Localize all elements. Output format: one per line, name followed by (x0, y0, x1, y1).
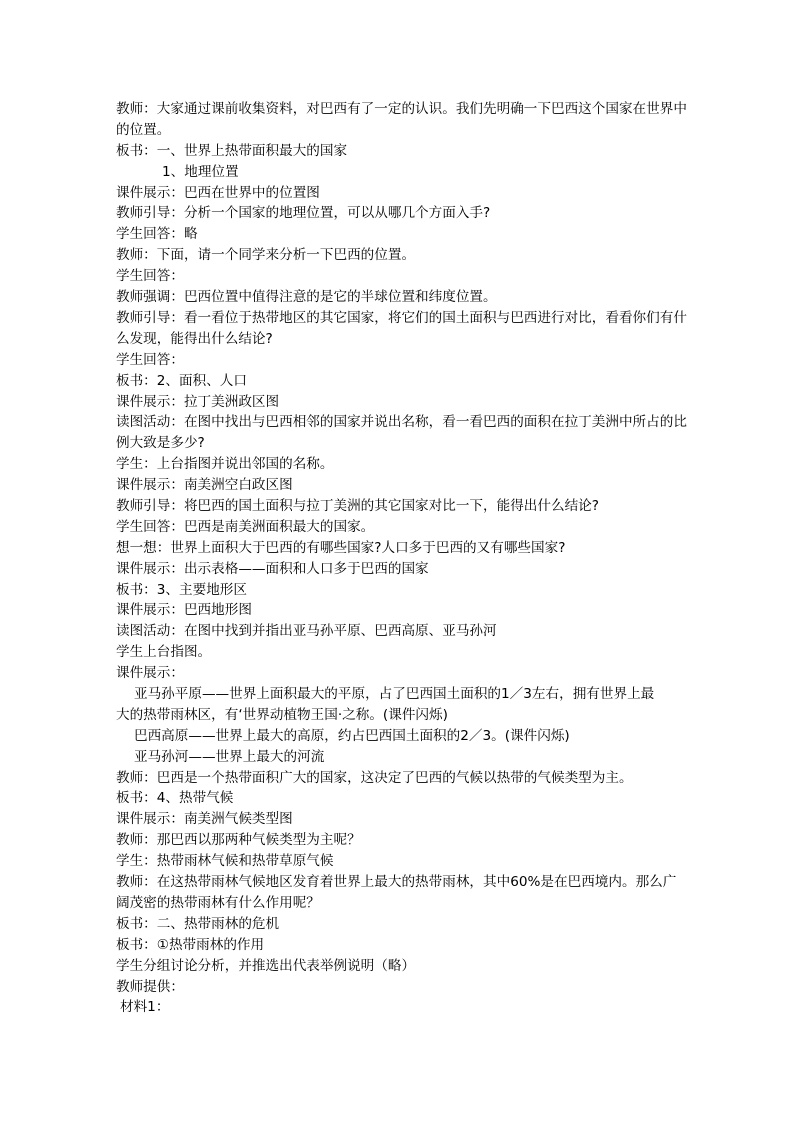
paragraph: 教师引导：将巴西的国土面积与拉丁美洲的其它国家对比一下，能得出什么结论? (116, 498, 599, 515)
paragraph: 教师：大家通过课前收集资料，对巴西有了一定的认识。我们先明确一下巴西这个国家在世界中的位置。 (116, 101, 687, 138)
paragraph: 课件展示：出示表格——面积和人口多于巴西的国家 (116, 560, 429, 577)
paragraph: 读图活动：在图中找出与巴西相邻的国家并说出名称，看一看巴西的面积在拉丁美洲中所占的比例大致是多少? (116, 414, 687, 452)
paragraph: 教师：下面，请一个同学来分析一下巴西的位置。 (116, 247, 416, 264)
list-item: 巴西高原——世界上最大的高原，约占巴西国土面积的2／3。(课件闪烁) (134, 727, 570, 744)
paragraph: 教师：巴西是一个热带面积广大的国家，这决定了巴西的气候以热带的气候类型为主。 (116, 769, 633, 786)
paragraph: 课件展示：南美洲气候类型图 (116, 811, 293, 828)
paragraph: 学生回答： (116, 351, 184, 368)
paragraph: 学生上台指图。 (116, 644, 212, 661)
paragraph: 教师引导：看一看位于热带地区的其它国家，将它们的国土面积与巴西进行对比，看看你们有什么发现，能得出什么结论? (116, 309, 687, 347)
paragraph: 课件展示：巴西地形图 (116, 602, 252, 619)
paragraph: 课件展示： (116, 665, 184, 682)
paragraph: 学生：热带雨林气候和热带草原气候 (116, 853, 334, 870)
paragraph: 课件展示：拉丁美洲政区图 (116, 393, 280, 410)
paragraph: 学生回答：略 (116, 226, 198, 243)
paragraph: 板书：2、面积、人口 (116, 372, 247, 389)
paragraph: 教师：那巴西以那两种气候类型为主呢？ (116, 832, 361, 849)
paragraph: 材料1： (120, 999, 170, 1016)
paragraph: 课件展示：巴西在世界中的位置图 (116, 184, 320, 201)
paragraph: 教师引导：分析一个国家的地理位置，可以从哪几个方面入手? (116, 205, 491, 222)
paragraph: 教师：在这热带雨林气候地区发育着世界上最大的热带雨林，其中60%是在巴西境内。那么广阔茂密的热带雨林有什么作用呢？ (116, 874, 677, 911)
paragraph: 板书：3、主要地形区 (116, 581, 247, 598)
section-heading: 1、地理位置 (162, 163, 239, 180)
paragraph: 板书：4、热带气候 (116, 790, 234, 807)
paragraph: 想一想：世界上面积大于巴西的有哪些国家?人口多于巴西的又有哪些国家? (116, 539, 566, 556)
paragraph: 读图活动：在图中找到并指出亚马孙平原、巴西高原、亚马孙河 (116, 623, 497, 640)
paragraph: 教师提供： (116, 978, 184, 995)
paragraph: 板书：一、世界上热带面积最大的国家 (116, 142, 348, 159)
list-item: 亚马孙河——世界上最大的河流 (134, 748, 325, 765)
paragraph: 板书：①热带雨林的作用 (116, 936, 265, 953)
paragraph: 课件展示：南美洲空白政区图 (116, 477, 293, 494)
paragraph: 学生分组讨论分析，并推选出代表举例说明（略） (116, 957, 416, 974)
paragraph: 学生：上台指图并说出邻国的名称。 (116, 456, 334, 473)
paragraph: 板书：二、热带雨林的危机 (116, 915, 280, 932)
list-item-continuation: 大的热带雨林区，有‘世界动植物王国·之称。(课件闪烁) (116, 706, 448, 723)
paragraph: 教师强调：巴西位置中值得注意的是它的半球位置和纬度位置。 (116, 289, 497, 306)
paragraph: 学生回答： (116, 268, 184, 285)
list-item: 亚马孙平原——世界上面积最大的平原，占了巴西国土面积的1／3左右，拥有世界上最 (134, 686, 655, 703)
document-body (116, 99, 688, 1018)
paragraph: 学生回答：巴西是南美洲面积最大的国家。 (116, 518, 375, 535)
